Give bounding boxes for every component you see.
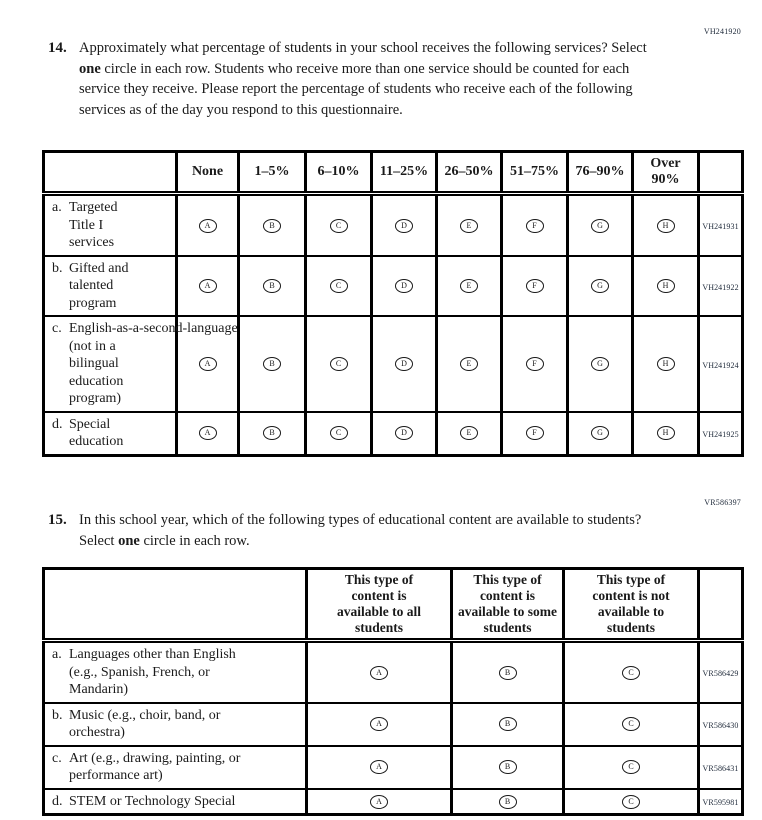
row-label: b. Gifted and talented program — [44, 256, 177, 317]
option-circle[interactable]: B — [263, 279, 281, 293]
option-circle[interactable]: D — [395, 426, 413, 440]
option-circle[interactable]: B — [499, 795, 517, 809]
row-letter: d. — [52, 416, 63, 432]
question-14-text-bold: one — [79, 60, 101, 77]
question-14-text — [79, 38, 664, 120]
table-row — [44, 256, 743, 317]
row-letter: b. — [52, 707, 63, 723]
option-circle[interactable]: B — [499, 760, 517, 774]
option-circle[interactable]: E — [460, 357, 478, 371]
option-circle[interactable]: D — [395, 219, 413, 233]
column-header-76-90: 76–90% — [568, 152, 633, 194]
option-circle[interactable]: E — [460, 219, 478, 233]
corner-header-cell — [44, 152, 177, 194]
row-letter: a. — [52, 200, 62, 215]
question-14-text-pre: Approximately what percentage of students in your school receives the following services? Select — [79, 40, 647, 56]
column-header-1-5: 1–5% — [239, 152, 306, 194]
option-circle[interactable]: H — [657, 219, 675, 233]
option-circle[interactable]: A — [370, 760, 388, 774]
column-header-available-some: This type of content is available to some students — [452, 569, 564, 641]
option-circle[interactable]: D — [395, 357, 413, 371]
column-header-none: None — [177, 152, 239, 194]
row-label: d. STEM or Technology Special — [44, 789, 307, 815]
column-header-available-all: This type of content is available to all students — [307, 569, 452, 641]
table-row — [44, 412, 743, 456]
option-circle[interactable]: B — [263, 219, 281, 233]
option-circle[interactable]: C — [330, 279, 348, 293]
option-circle[interactable]: B — [263, 426, 281, 440]
code-column-header — [699, 152, 743, 194]
column-header-over-90: Over 90% — [633, 152, 699, 194]
option-circle[interactable]: F — [526, 357, 544, 371]
table-row — [44, 316, 743, 412]
table-row — [44, 194, 743, 256]
row-label: c. Art (e.g., drawing, painting, or performance art) — [44, 746, 307, 789]
row-letter: b. — [52, 260, 63, 276]
option-circle[interactable]: A — [199, 426, 217, 440]
question-14-ref-code: VH241920 — [703, 27, 741, 36]
question-14 — [48, 38, 664, 120]
row-code: VR586429 — [699, 641, 743, 703]
option-circle[interactable]: A — [370, 795, 388, 809]
option-circle[interactable]: C — [330, 219, 348, 233]
column-header-51-75: 51–75% — [502, 152, 568, 194]
question-15-text — [79, 510, 664, 551]
row-code: VH241925 — [699, 412, 743, 456]
column-header-26-50: 26–50% — [437, 152, 502, 194]
option-circle[interactable]: A — [370, 717, 388, 731]
option-circle[interactable]: G — [591, 279, 609, 293]
option-circle[interactable]: F — [526, 219, 544, 233]
option-circle[interactable]: C — [622, 760, 640, 774]
question-15-ref-code: VR586397 — [704, 498, 741, 507]
row-letter: c. — [52, 750, 62, 766]
question-14-table — [42, 150, 744, 457]
corner-header-cell — [44, 569, 307, 641]
option-circle[interactable]: F — [526, 279, 544, 293]
option-circle[interactable]: B — [499, 717, 517, 731]
table-row — [44, 703, 743, 746]
row-label: a. Languages other than English (e.g., Spanish, French, or Mandarin) — [44, 641, 307, 703]
option-circle[interactable]: G — [591, 219, 609, 233]
option-circle[interactable]: C — [330, 426, 348, 440]
row-letter: a. — [52, 647, 62, 662]
column-header-6-10: 6–10% — [306, 152, 372, 194]
option-circle[interactable]: B — [499, 666, 517, 680]
row-code: VH241922 — [699, 256, 743, 317]
option-circle[interactable]: C — [622, 795, 640, 809]
question-15-text-bold: one — [118, 532, 140, 549]
row-code: VR595981 — [699, 789, 743, 815]
question-15 — [48, 510, 664, 551]
option-circle[interactable]: G — [591, 426, 609, 440]
option-circle[interactable]: H — [657, 426, 675, 440]
option-circle[interactable]: E — [460, 426, 478, 440]
row-label: c. English-as-a-second-language (not in a bilingual education program) — [44, 316, 177, 412]
question-15-text-pre: In this school year, which of the following types of educational content are available to students? Select — [79, 512, 642, 549]
option-circle[interactable]: F — [526, 426, 544, 440]
table-row — [44, 789, 743, 815]
question-14-text-post: circle in each row. Students who receive more than one service should be counted for each service they receive. Please report the percentage of students who receive each of the following services as of the day you respond to this questionnaire. — [79, 60, 633, 118]
row-label: b. Music (e.g., choir, band, or orchestra) — [44, 703, 307, 746]
question-15-table — [42, 567, 744, 816]
question-15-number: 15. — [48, 512, 67, 528]
option-circle[interactable]: G — [591, 357, 609, 371]
table-row — [44, 641, 743, 703]
table-row — [44, 746, 743, 789]
option-circle[interactable]: B — [263, 357, 281, 371]
row-letter: d. — [52, 793, 63, 809]
option-circle[interactable]: A — [199, 357, 217, 371]
option-circle[interactable]: C — [622, 717, 640, 731]
code-column-header — [699, 569, 743, 641]
option-circle[interactable]: H — [657, 357, 675, 371]
column-header-11-25: 11–25% — [372, 152, 437, 194]
row-code: VH241931 — [699, 194, 743, 256]
option-circle[interactable]: A — [199, 219, 217, 233]
row-code: VR586431 — [699, 746, 743, 789]
row-code: VR586430 — [699, 703, 743, 746]
row-label: a. Targeted Title I services — [44, 194, 177, 256]
question-15-text-post: circle in each row. — [139, 532, 250, 549]
row-letter: c. — [52, 321, 62, 336]
question-14-number: 14. — [48, 40, 67, 56]
row-label: d. Special education — [44, 412, 177, 456]
column-header-not-available: This type of content is not available to students — [564, 569, 699, 641]
option-circle[interactable]: D — [395, 279, 413, 293]
option-circle[interactable]: A — [199, 279, 217, 293]
row-code: VH241924 — [699, 316, 743, 412]
option-circle[interactable]: C — [330, 357, 348, 371]
option-circle[interactable]: H — [657, 279, 675, 293]
option-circle[interactable]: E — [460, 279, 478, 293]
option-circle[interactable]: C — [622, 666, 640, 680]
overflowing-label-text: English-as-a-second-language — [69, 321, 238, 336]
option-circle[interactable]: A — [370, 666, 388, 680]
